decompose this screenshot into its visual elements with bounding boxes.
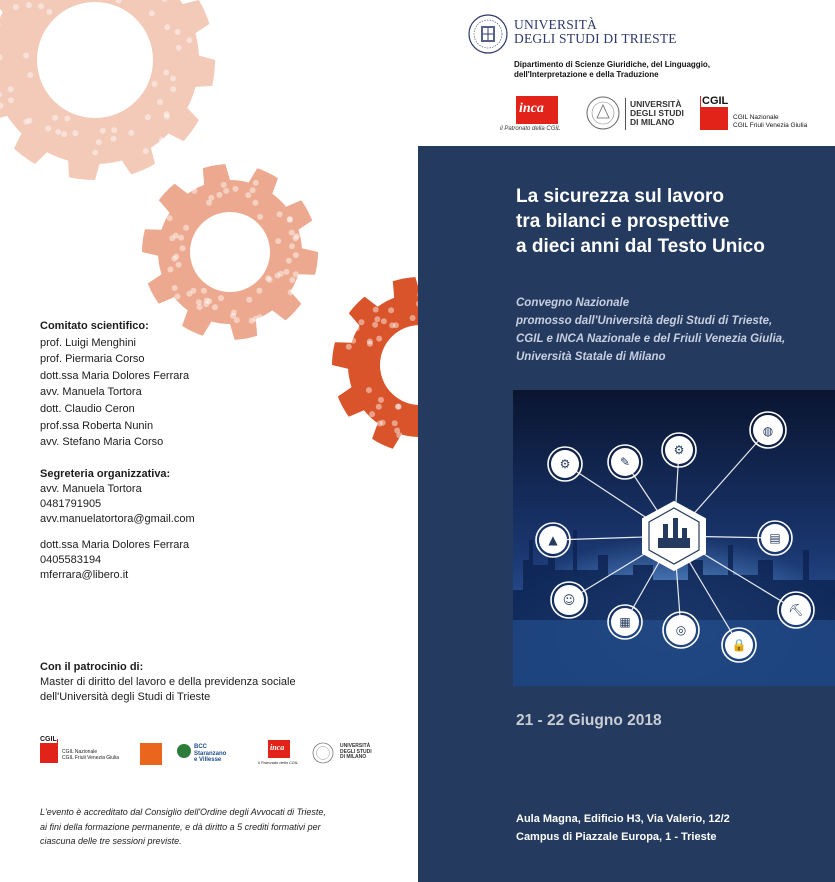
inca-small-caption: il Patronato della CGIL xyxy=(258,760,299,765)
patronage-heading: Con il patrocinio di: xyxy=(40,661,144,673)
contact-phone: 0481791905 xyxy=(40,498,102,510)
cgil-line2: CGIL Friuli Venezia Giulia xyxy=(733,122,808,129)
svg-text:▤: ▤ xyxy=(769,531,781,545)
committee-member: dott.ssa Maria Dolores Ferrara xyxy=(40,369,190,382)
inca-small-logo xyxy=(268,740,290,758)
svg-text:⚙: ⚙ xyxy=(673,443,685,457)
department-line2: dell'Interpretazione e della Traduzione xyxy=(514,70,659,79)
event-venue xyxy=(516,810,730,846)
gear-middle-icon xyxy=(142,164,318,340)
university-trieste-logo xyxy=(468,14,828,84)
accreditation-line1: L'evento è accreditato dal Consiglio dell'Ordine degli Avvocati di Trieste, xyxy=(40,807,326,817)
organizing-secretariat-2 xyxy=(40,538,189,583)
committee-member: avv. Stefano Maria Corso xyxy=(40,436,164,449)
svg-text:☺: ☺ xyxy=(562,593,576,607)
bcc-line1: BCC Staranzano xyxy=(194,744,227,757)
university-name-line1: UNIVERSITÀ xyxy=(514,17,597,32)
cgil-logo-text: CGIL xyxy=(702,95,729,107)
unimi-line2: DEGLI STUDI xyxy=(630,108,684,118)
bcc-line2: e Villesse xyxy=(194,757,222,763)
title-line1: La sicurezza sul lavoro xyxy=(516,186,725,207)
organizing-secretariat xyxy=(40,467,195,527)
svg-text:◍: ◍ xyxy=(762,424,774,438)
event-panel xyxy=(418,146,835,882)
svg-text:▦: ▦ xyxy=(619,615,631,629)
department-line1: Dipartimento di Scienze Giuridiche, del Linguaggio, xyxy=(514,60,711,69)
patronage-line1: Master di diritto del lavoro e della previdenza sociale xyxy=(40,676,296,688)
contact-phone: 0405583194 xyxy=(40,554,102,566)
sponsor-logos xyxy=(40,736,400,774)
venue-line1: Aula Magna, Edificio H3, Via Valerio, 12/2 xyxy=(516,813,730,825)
contact-name: dott.ssa Maria Dolores Ferrara xyxy=(40,539,190,551)
svg-text:⚙: ⚙ xyxy=(559,457,571,471)
bcc-logo xyxy=(177,742,237,768)
cgil-logo xyxy=(700,96,830,136)
subtitle-line1: Convegno Nazionale xyxy=(516,297,630,309)
committee-member: prof. Luigi Menghini xyxy=(40,336,137,349)
unimi-small-line1: UNIVERSITÀ xyxy=(340,743,371,749)
event-title xyxy=(516,184,765,259)
unimi-small-seal-icon xyxy=(312,742,334,764)
title-line3: a dieci anni dal Testo Unico xyxy=(516,236,765,257)
event-subtitle xyxy=(516,294,785,366)
svg-text:⛏: ⛏ xyxy=(788,603,804,617)
svg-text:🔒: 🔒 xyxy=(731,638,747,652)
committee-member: avv. Manuela Tortora xyxy=(40,386,142,399)
university-seal-icon xyxy=(468,14,508,54)
committee-heading: Comitato scientifico: xyxy=(40,320,149,332)
contact-email[interactable]: mferrara@libero.it xyxy=(40,569,129,581)
cgil-small-line1: CGIL Nazionale xyxy=(62,749,98,755)
accreditation-line3: ciascuna delle tre sessioni previste. xyxy=(40,836,182,846)
inca-logo xyxy=(500,96,582,136)
contact-email[interactable]: avv.manuelatortora@gmail.com xyxy=(40,513,195,525)
industry-network-image xyxy=(513,390,835,686)
subtitle-line4: Università Statale di Milano xyxy=(516,351,666,363)
contact-name: avv. Manuela Tortora xyxy=(40,483,142,495)
event-date: 21 - 22 Giugno 2018 xyxy=(516,712,662,729)
university-name-line2: DEGLI STUDI DI TRIESTE xyxy=(514,31,677,46)
committee-member: dott. Claudio Ceron xyxy=(40,402,135,415)
cgil-small-text: CGIL xyxy=(40,736,57,743)
orange-logo-icon xyxy=(140,743,162,765)
accreditation-note xyxy=(40,805,400,849)
gear-top-icon xyxy=(0,0,215,180)
cgil-line1: CGIL Nazionale xyxy=(733,114,779,121)
subtitle-line3: CGIL e INCA Nazionale e del Friuli Venezia Giulia, xyxy=(516,333,786,345)
inca-small-text: inca xyxy=(270,743,285,752)
secretariat-heading: Segreteria organizzativa: xyxy=(40,468,171,480)
unimi-line3: DI MILANO xyxy=(630,117,675,127)
inca-logo-text: inca xyxy=(519,101,544,116)
subtitle-line2: promosso dall'Università degli Studi di Trieste, xyxy=(516,315,773,327)
svg-text:◎: ◎ xyxy=(675,623,687,637)
patronage-line2: dell'Università degli Studi di Trieste xyxy=(40,691,211,703)
unimi-small-line2: DEGLI STUDI xyxy=(340,748,372,755)
unimi-small-line3: DI MILANO xyxy=(340,754,367,760)
inca-caption: il Patronato della CGIL xyxy=(500,126,561,132)
patronage xyxy=(40,660,296,705)
committee-member: prof. Piermaria Corso xyxy=(40,353,145,366)
title-line2: tra bilanci e prospettive xyxy=(516,211,730,232)
svg-text:✎: ✎ xyxy=(619,455,631,469)
unimi-logo xyxy=(586,96,696,136)
svg-text:▲: ▲ xyxy=(548,533,558,547)
committee-member: prof.ssa Roberta Nunin xyxy=(40,419,154,432)
venue-line2: Campus di Piazzale Europa, 1 - Trieste xyxy=(516,831,717,843)
scientific-committee xyxy=(40,318,189,451)
accreditation-line2: ai fini della formazione permanente, e dà diritto a 5 crediti formativi per xyxy=(40,821,321,832)
unimi-line1: UNIVERSITÀ xyxy=(630,99,682,109)
unimi-seal-icon xyxy=(586,96,620,130)
cgil-small-line2: CGIL Friuli Venezia Giulia xyxy=(62,755,120,761)
